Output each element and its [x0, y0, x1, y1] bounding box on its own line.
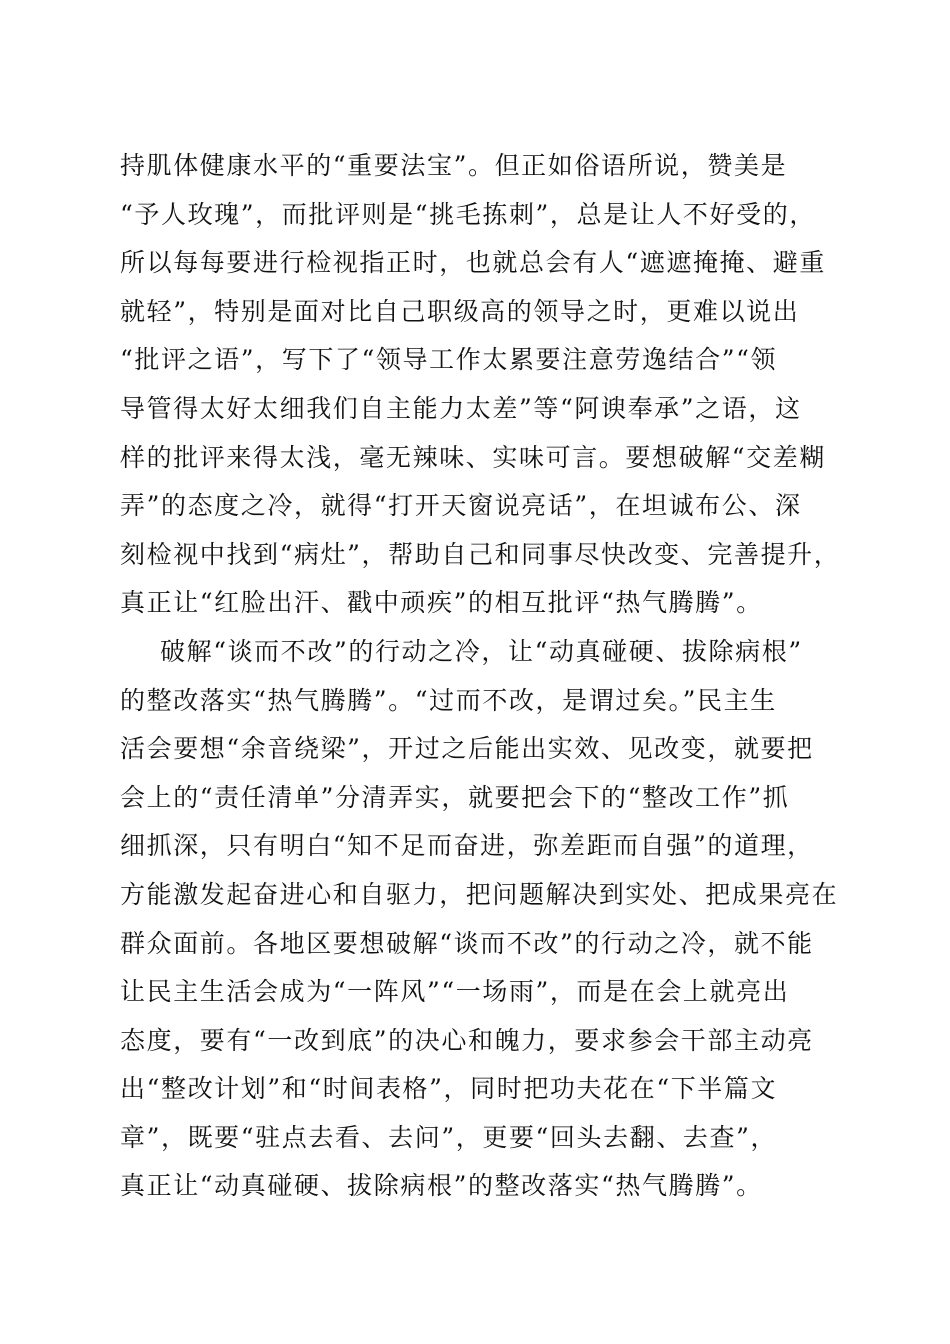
text-line: 章”，既要“驻点去看、去问”，更要“回头去翻、去查”， [120, 1122, 778, 1152]
document-body [120, 142, 840, 1211]
text-line: 就轻”，特别是面对比自己职级高的领导之时，更难以说出 [120, 296, 800, 326]
text-line: “批评之语”，写下了“领导工作太累要注意劳逸结合”“领 [120, 345, 778, 375]
text-line: 刻检视中找到“病灶”，帮助自己和同事尽快改变、完善提升， [120, 539, 840, 569]
text-line: 持肌体健康水平的“重要法宝”。但正如俗语所说，赞美是 [120, 151, 788, 180]
text-line: 方能激发起奋进心和自驱力，把问题解决到实处、把成果亮在 [120, 879, 839, 909]
text-line: 真正让“动真碰硬、拔除病根”的整改落实“热气腾腾”。 [120, 1171, 763, 1201]
text-line: 弄”的态度之冷，就得“打开天窗说亮话”，在坦诚布公、深 [120, 491, 802, 521]
text-line: 活会要想“余音绕梁”，开过之后能出实效、见改变，就要把 [120, 734, 814, 764]
text-line: 态度，要有“一改到底”的决心和魄力，要求参会干部主动亮 [120, 1025, 814, 1055]
text-line: 破解“谈而不改”的行动之冷，让“动真碰硬、拔除病根” [160, 636, 803, 666]
paragraph-1 [120, 142, 840, 628]
text-line: 的整改落实“热气腾腾”。“过而不改，是谓过矣。”民主生 [120, 685, 777, 715]
text-line: “予人玫瑰”，而批评则是“挑毛拣刺”，总是让人不好受的， [120, 199, 816, 229]
text-line: 群众面前。各地区要想破解“谈而不改”的行动之冷，就不能 [120, 928, 814, 958]
text-line: 导管得太好太细我们自主能力太差”等“阿谀奉承”之语，这 [120, 393, 802, 423]
text-line: 出“整改计划”和“时间表格”，同时把功夫花在“下半篇文 [120, 1074, 778, 1104]
text-line: 会上的“责任清单”分清弄实，就要把会下的“整改工作”抓 [120, 782, 790, 812]
text-line: 细抓深，只有明白“知不足而奋进，弥差距而自强”的道理， [120, 831, 814, 861]
text-line: 所以每每要进行检视指正时，也就总会有人“遮遮掩掩、避重 [120, 248, 826, 278]
paragraph-2 [120, 628, 840, 1211]
text-line: 样的批评来得太浅，毫无辣味、实味可言。要想破解“交差糊 [120, 442, 826, 472]
text-line: 真正让“红脸出汗、戳中顽疾”的相互批评“热气腾腾”。 [120, 588, 763, 618]
text-line: 让民主生活会成为“一阵风”“一场雨”，而是在会上就亮出 [120, 977, 790, 1007]
